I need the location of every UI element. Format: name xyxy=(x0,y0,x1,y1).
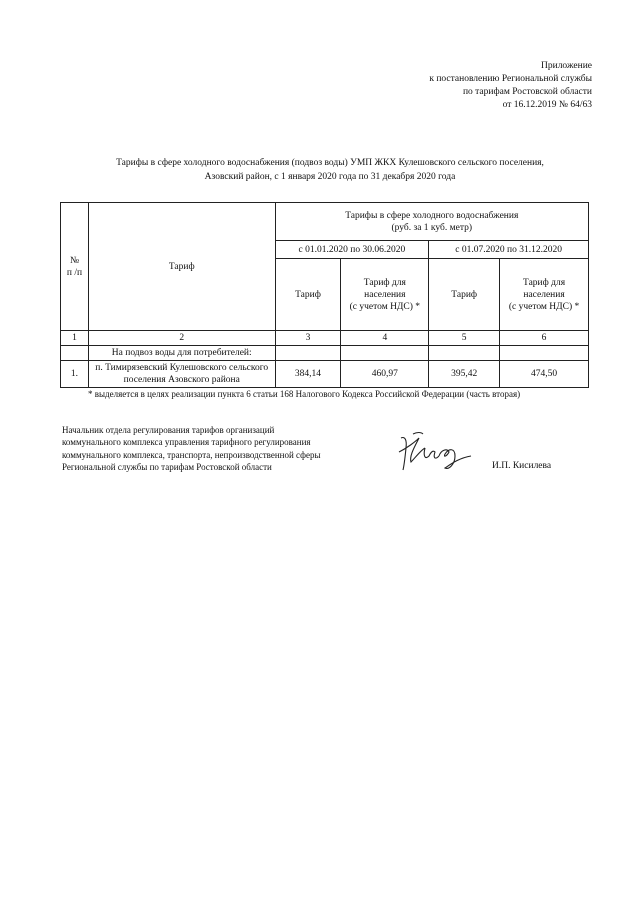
signer-line-4: Региональной службы по тарифам Ростовской области xyxy=(62,462,272,473)
signer-name: И.П. Кисилева xyxy=(492,461,552,471)
tariff-table xyxy=(60,202,589,388)
column-number: 3 xyxy=(275,331,341,346)
section-empty-cell xyxy=(429,346,500,361)
row-number: 1. xyxy=(61,361,89,388)
signer-line-1: Начальник отдела регулирования тарифов организаций xyxy=(62,425,275,435)
column-number: 1 xyxy=(61,331,89,346)
row-value-1: 384,14 xyxy=(275,361,341,388)
header-period-1: с 01.01.2020 по 30.06.2020 xyxy=(275,241,429,259)
row-value-3: 395,42 xyxy=(429,361,500,388)
header-tariff-1: Тариф xyxy=(275,259,341,331)
section-empty-cell xyxy=(500,346,589,361)
appendix-line-1: Приложение xyxy=(541,61,592,71)
signer-block xyxy=(62,424,362,474)
appendix-line-2: к постановлению Региональной службы xyxy=(429,74,592,84)
footnote: * выделяется в целях реализации пункта 6 статьи 168 Налогового Кодекса Российской Федерации (часть вторая) xyxy=(88,389,521,399)
table-row xyxy=(61,361,589,388)
title-line-1: Тарифы в сфере холодного водоснабжения (подвоз воды) УМП ЖКХ Кулешовского сельского поселения, xyxy=(116,158,544,168)
header-population-1: Тариф для населения (с учетом НДС) * xyxy=(341,259,429,331)
signer-line-3: коммунального комплекса, транспорта, непроизводственной сферы xyxy=(62,449,321,460)
section-empty-cell xyxy=(61,346,89,361)
handwritten-signature xyxy=(395,428,475,474)
row-value-2: 460,97 xyxy=(341,361,429,388)
row-value-4: 474,50 xyxy=(500,361,589,388)
header-period-2: с 01.07.2020 по 31.12.2020 xyxy=(429,241,589,259)
header-group: Тарифы в сфере холодного водоснабжения (руб. за 1 куб. метр) xyxy=(275,203,588,241)
column-number: 5 xyxy=(429,331,500,346)
section-empty-cell xyxy=(275,346,341,361)
column-number: 6 xyxy=(500,331,589,346)
column-number: 4 xyxy=(341,331,429,346)
section-empty-cell xyxy=(341,346,429,361)
section-label: На подвоз воды для потребителей: xyxy=(88,346,275,361)
title-line-2: Азовский район, с 1 января 2020 года по 31 декабря 2020 года xyxy=(204,171,456,182)
row-name: п. Тимирязевский Кулешовского сельского поселения Азовского района xyxy=(88,361,275,388)
signer-line-2: коммунального комплекса управления тарифного регулирования xyxy=(62,437,311,448)
appendix-block xyxy=(332,60,592,112)
column-number: 2 xyxy=(88,331,275,346)
appendix-line-3: по тарифам Ростовской области xyxy=(462,87,592,97)
header-population-2: Тариф для населения (с учетом НДС) * xyxy=(500,259,589,331)
document-title xyxy=(80,157,580,184)
appendix-line-4: от 16.12.2019 № 64/63 xyxy=(502,100,592,110)
header-tariff-2: Тариф xyxy=(429,259,500,331)
header-tariff: Тариф xyxy=(88,203,275,331)
header-no: № п /п xyxy=(61,203,89,331)
